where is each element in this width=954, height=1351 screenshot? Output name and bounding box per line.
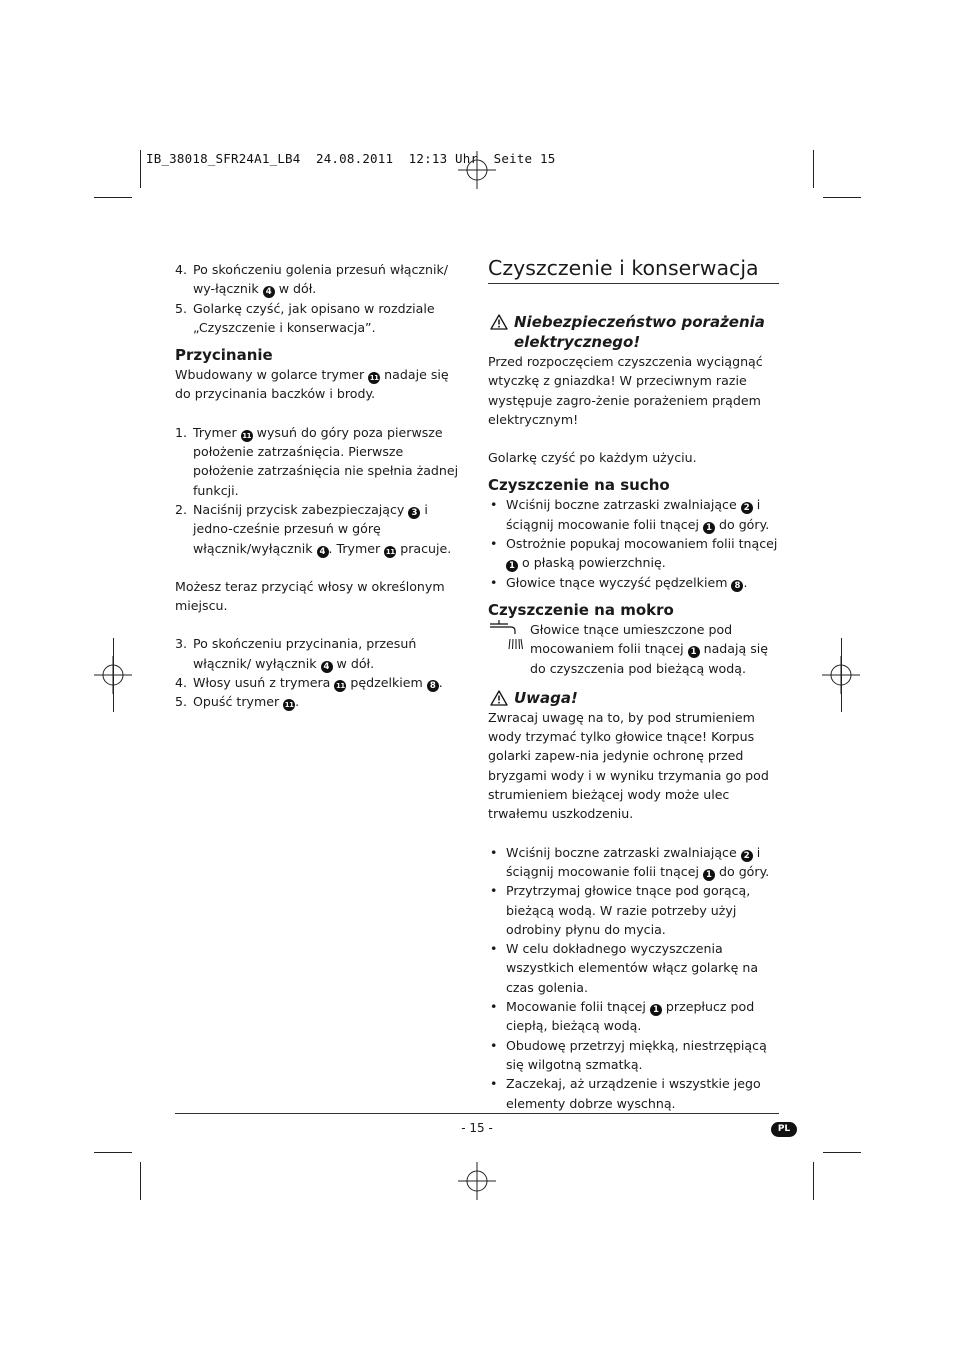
list-item: 3. Po skończeniu przycinania, przesuń włącznik/ wyłącznik 4 w dół. (175, 636, 417, 672)
trimming-finish-list (175, 634, 465, 711)
warning-triangle-icon (490, 314, 508, 330)
list-item: • Wciśnij boczne zatrzaski zwalniające 2 i ściągnij mocowanie folii tnącej 1 do góry. (488, 495, 779, 534)
list-item: • Wciśnij boczne zatrzaski zwalniające 2 i ściągnij mocowanie folii tnącej 1 do góry. (488, 843, 779, 882)
caution-text: Zwracaj uwagę na to, by pod strumieniem wody trzymać tylko głowice tnące! Korpus golarki zapew-nia jedynie ochronę przed bryzgami wody i w wyniku trzymania go pod strumieniem bieżącej wody może ulec trwałemu uszkodzeniu. (488, 709, 769, 822)
wet-cleaning-intro: Głowice tnące umieszczone pod mocowaniem folii tnącej 1 nadają się do czyszczenia pod bieżącą wodą. (488, 620, 779, 678)
dry-cleaning-list (488, 495, 779, 591)
section-heading-wet-cleaning: Czyszczenie na mokro (488, 600, 674, 619)
list-item: • W celu dokładnego wyczyszczenia wszystkich elementów włącz golarkę na czas golenia. (488, 939, 779, 997)
registration-mark-icon (458, 151, 496, 189)
crop-mark (823, 1152, 861, 1153)
footer-divider (175, 1113, 779, 1114)
list-item: • Ostrożnie popukaj mocowaniem folii tnącej 1 o płaską powierzchnię. (488, 534, 779, 573)
part-ref-badge: 11 (385, 547, 395, 556)
part-ref-badge: 11 (242, 431, 252, 440)
part-ref-badge: 11 (284, 701, 294, 710)
list-item: 2. Naciśnij przycisk zabezpieczający 3 i jedno-cześnie przesuń w górę włącznik/wyłącznik 4 . Trymer 11 pracuje. (175, 501, 452, 557)
page-number: - 15 - (461, 1121, 493, 1135)
warning-triangle-icon (490, 690, 508, 706)
list-item: • Przytrzymaj głowice tnące pod gorącą, bieżącą wodą. W razie potrzeby użyj odrobiny płynu do mycia. (488, 881, 779, 939)
part-ref-badge: 1 (650, 1004, 662, 1016)
trimmer-intro: Wbudowany w golarce trymer 11 nadaje się do przycinania baczków i brody. (175, 367, 449, 402)
part-ref-badge: 1 (703, 522, 715, 534)
list-item: • Zaczekaj, aż urządzenie i wszystkie jego elementy dobrze wyschną. (488, 1074, 779, 1113)
part-ref-badge: 11 (369, 374, 379, 383)
wet-cleaning-list (488, 843, 779, 1113)
part-ref-badge: 1 (703, 869, 715, 881)
list-item: 1. Trymer 11 wysuń do góry poza pierwsze położenie zatrzaśnięcia. Pierwsze położenie zatrzaśnięcia nie spełnia żadnej funkcji. (175, 424, 459, 498)
list-item: • Mocowanie folii tnącej 1 przepłucz pod ciepłą, bieżącą wodą. (488, 997, 779, 1036)
page-title: Czyszczenie i konserwacja (488, 254, 779, 284)
right-column (488, 254, 779, 1113)
trimming-note: Możesz teraz przyciąć włosy w określonym miejscu. (175, 578, 445, 614)
section-heading-dry-cleaning: Czyszczenie na sucho (488, 476, 670, 495)
crop-mark (94, 197, 132, 198)
list-item: 4. Włosy usuń z trymera 11 pędzelkiem 8 . (175, 675, 443, 692)
part-ref-badge: 2 (741, 850, 753, 862)
list-item: 5. Golarkę czyść, jak opisano w rozdziale „Czyszczenie i konserwacja”. (175, 300, 435, 335)
registration-mark-icon (94, 656, 132, 694)
crop-mark (813, 150, 814, 188)
part-ref-badge: 1 (506, 560, 518, 572)
section-heading-trimming: Przycinanie (175, 346, 273, 365)
part-ref-badge: 1 (688, 646, 700, 658)
clean-after-use-note: Golarkę czyść po każdym użyciu. (488, 450, 697, 466)
part-ref-badge: 4 (317, 546, 329, 558)
water-tap-icon (488, 620, 526, 652)
part-ref-badge: 2 (741, 502, 753, 514)
list-item: 4. Po skończeniu golenia przesuń włącznik/ wy-łącznik 4 w dół. (175, 262, 449, 298)
left-column (175, 260, 465, 712)
registration-mark-icon (822, 656, 860, 694)
language-badge: PL (771, 1122, 797, 1137)
list-item: • Głowice tnące wyczyść pędzelkiem 8 . (488, 573, 779, 592)
shaving-steps-list (175, 260, 465, 337)
list-item: 5. Opuść trymer 11 . (175, 694, 300, 710)
caution-heading: Uwaga! (488, 688, 779, 708)
electric-shock-warning-heading: Niebezpieczeństwo porażenia elektrycznego! (488, 312, 779, 352)
crop-mark (140, 150, 141, 188)
print-slug: IB_38018_SFR24A1_LB4 24.08.2011 12:13 Uhr Seite 15 (146, 151, 556, 166)
registration-mark-icon (458, 1162, 496, 1200)
list-item: • Obudowę przetrzyj miękką, niestrzępiącą się wilgotną szmatką. (488, 1036, 779, 1075)
crop-mark (140, 1162, 141, 1200)
part-ref-badge: 3 (408, 507, 420, 519)
trimming-steps-list (175, 423, 465, 558)
crop-mark (823, 197, 861, 198)
part-ref-badge: 8 (427, 680, 439, 692)
crop-mark (813, 1162, 814, 1200)
crop-mark (94, 1152, 132, 1153)
part-ref-badge: 4 (263, 286, 275, 298)
part-ref-badge: 11 (336, 682, 345, 691)
part-ref-badge: 8 (731, 580, 743, 592)
part-ref-badge: 4 (321, 661, 333, 673)
electric-shock-warning-text: Przed rozpoczęciem czyszczenia wyciągnąć wtyczkę z gniazdka! W przeciwnym razie występuje zagro-żenie porażeniem prądem elektrycznym! (488, 354, 763, 427)
